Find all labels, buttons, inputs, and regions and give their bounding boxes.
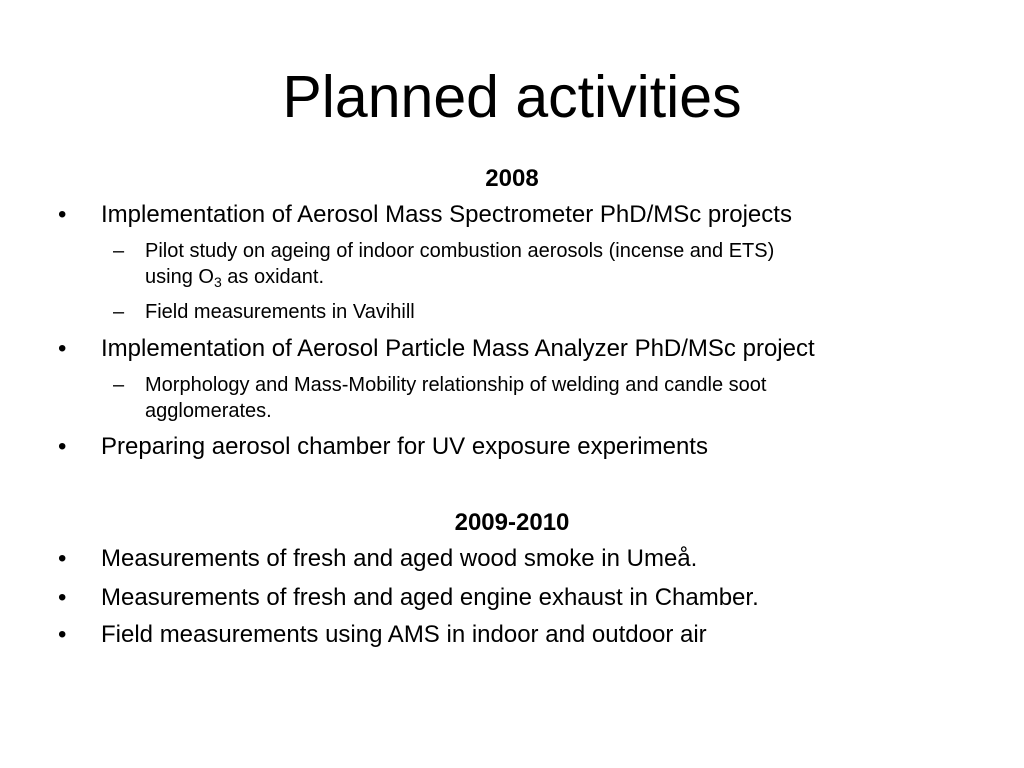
bullet-mark: •	[58, 584, 67, 611]
section-heading-2008: 2008	[485, 165, 539, 192]
slide-title: Planned activities	[282, 64, 742, 130]
sub-item-line	[145, 264, 965, 290]
sub-item-text: Field measurements in Vavihill	[145, 301, 415, 323]
section-heading-2009-2010: 2009-2010	[454, 509, 570, 536]
bullet-text: Implementation of Aerosol Mass Spectrometer PhD/MSc projects	[101, 201, 792, 228]
bullet-mark: •	[58, 201, 67, 228]
bullet-text: Implementation of Aerosol Particle Mass Analyzer PhD/MSc project	[101, 335, 815, 362]
bullet-text: Preparing aerosol chamber for UV exposure experiments	[101, 433, 708, 460]
bullet-text: Measurements of fresh and aged engine exhaust in Chamber.	[101, 584, 759, 611]
subscript-3: 3	[213, 274, 222, 290]
bullet-mark: •	[58, 545, 67, 572]
sub-item-text	[145, 238, 965, 290]
bullet-mark: •	[58, 621, 67, 648]
bullet-text: Field measurements using AMS in indoor and outdoor air	[101, 621, 707, 648]
sub-item-text	[145, 372, 965, 424]
sub-item-line: agglomerates.	[145, 400, 272, 422]
sub-item-fragment: using O	[145, 266, 214, 288]
sub-item-line: Pilot study on ageing of indoor combustion aerosols (incense and ETS)	[145, 240, 775, 262]
bullet-mark: •	[58, 433, 67, 460]
sub-item-line: Morphology and Mass-Mobility relationship of welding and candle soot	[145, 374, 767, 396]
dash-mark: –	[113, 374, 125, 396]
dash-mark: –	[113, 301, 125, 323]
bullet-mark: •	[58, 335, 67, 362]
sub-item-fragment: as oxidant.	[221, 266, 325, 288]
bullet-text: Measurements of fresh and aged wood smoke in Umeå.	[101, 545, 698, 572]
dash-mark: –	[113, 240, 125, 262]
